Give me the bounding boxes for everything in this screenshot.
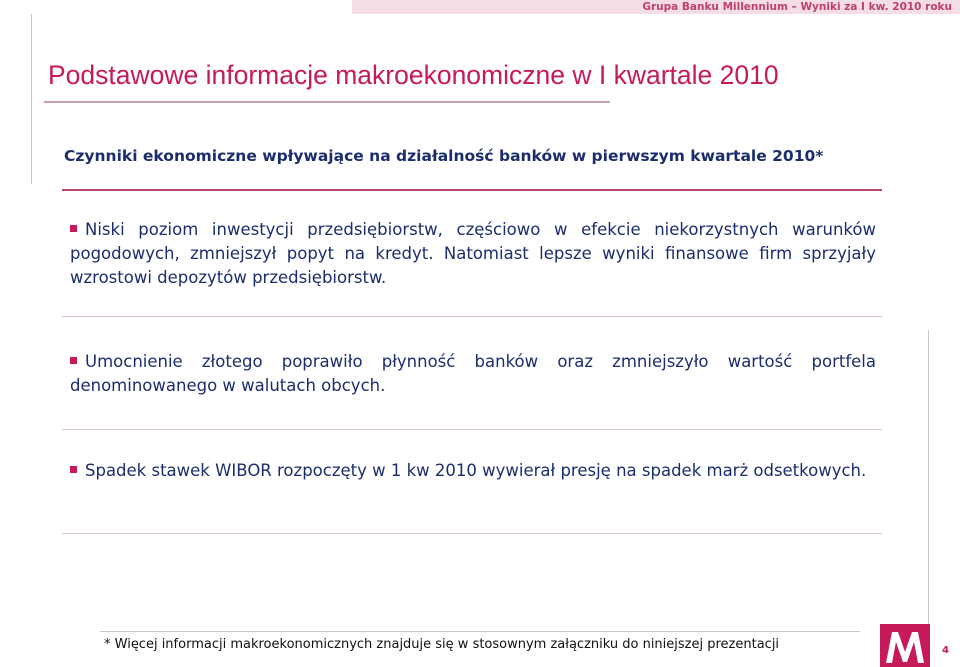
square-bullet-icon xyxy=(70,357,77,364)
footnote: * Więcej informacji makroekonomicznych znajduje się w stosownym załączniku do niniejszej prezentacji xyxy=(104,637,780,652)
bullet-item-2 xyxy=(70,350,876,398)
subtitle-divider xyxy=(62,189,882,191)
bullet-separator xyxy=(62,533,882,534)
right-vertical-rule xyxy=(928,330,929,667)
bullet-text: Spadek stawek WIBOR rozpoczęty w 1 kw 2010 wywierał presję na spadek marż odsetkowych. xyxy=(85,461,867,480)
header-band xyxy=(352,0,960,14)
millennium-logo-icon xyxy=(880,624,930,667)
footnote-divider xyxy=(100,631,860,632)
title-divider xyxy=(44,101,610,103)
left-vertical-rule xyxy=(31,14,32,184)
square-bullet-icon xyxy=(70,466,77,473)
page-title: Podstawowe informacje makroekonomiczne w I kwartale 2010 xyxy=(48,60,779,90)
header-text: Grupa Banku Millennium – Wyniki za I kw. 2010 roku xyxy=(642,1,952,13)
bullet-text: Niski poziom inwestycji przedsiębiorstw, częściowo w efekcie niekorzystnych warunków pogodowych, zmniejszył popyt na kredyt. Natomiast lepsze wyniki finansowe firm sprzyjały wzrostowi depozytów przedsiębiorstw. xyxy=(70,220,876,287)
bullet-separator xyxy=(62,429,882,430)
bullet-item-3 xyxy=(70,459,876,483)
square-bullet-icon xyxy=(70,225,77,232)
page-number: 4 xyxy=(942,645,949,656)
bullet-item-1 xyxy=(70,218,876,290)
bullet-separator xyxy=(62,316,882,317)
bullet-text: Umocnienie złotego poprawiło płynność banków oraz zmniejszyło wartość portfela denominowanego w walutach obcych. xyxy=(70,352,876,395)
section-subtitle: Czynniki ekonomiczne wpływające na działalność banków w pierwszym kwartale 2010* xyxy=(64,147,824,165)
